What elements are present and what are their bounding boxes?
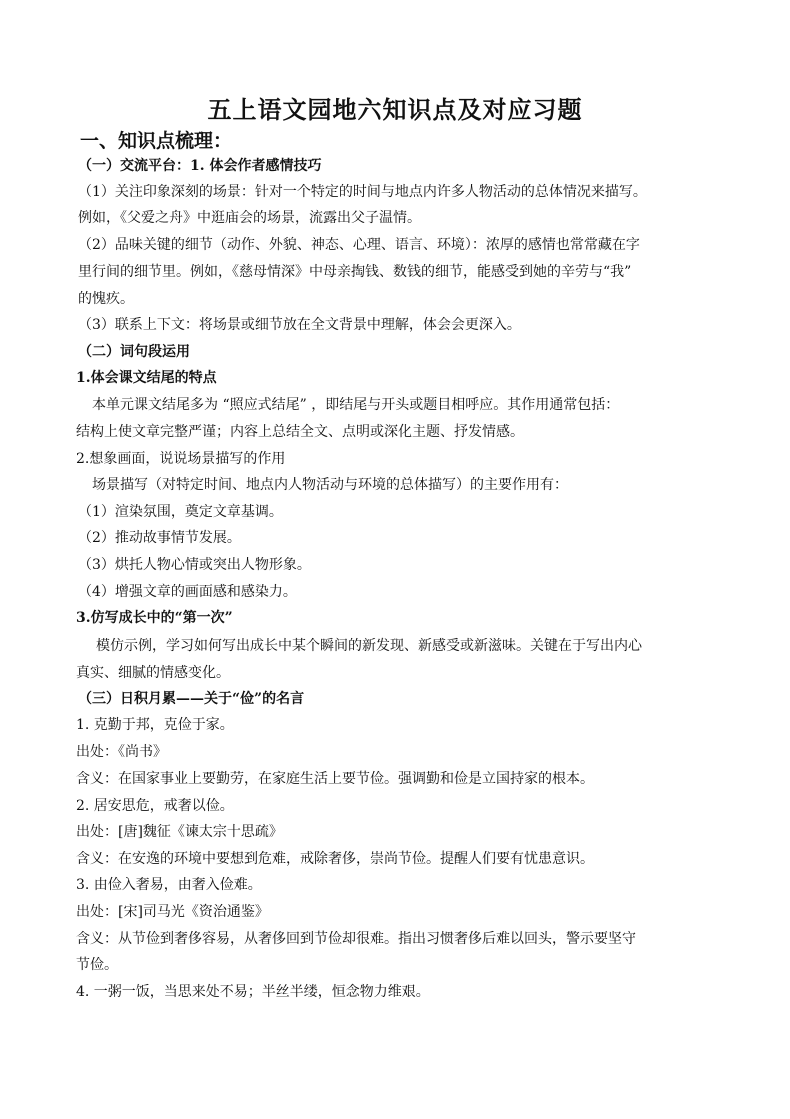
paragraph-line: （3）联系上下文：将场景或细节放在全文背景中理解，体会会更深入。: [78, 317, 521, 333]
list-item: （1）渲染氛围，奠定文章基调。: [78, 504, 283, 520]
paragraph-line: （1）关注印象深刻的场景：针对一个特定的时间与地点内许多人物活动的总体情况来描写。: [78, 184, 647, 200]
quote-meaning: 含义：从节俭到奢侈容易，从奢侈回到节俭却很难。指出习惯奢侈后难以回头，警示要坚守: [76, 931, 636, 947]
list-item: （4）增强文章的画面感和感染力。: [78, 584, 297, 600]
quote-meaning: 节俭。: [76, 957, 118, 973]
quote-source: 出处：《尚书》: [76, 744, 167, 760]
document-title: 五上语文园地六知识点及对应习题: [207, 95, 583, 124]
paragraph-line: 本单元课文结尾多为 “照应式结尾” ，即结尾与开头或题目相呼应。其作用通常包括：: [92, 397, 620, 413]
quote: 4. 一粥一饭，当思来处不易；半丝半缕，恒念物力维艰。: [76, 984, 430, 1000]
subheading-daily-accumulation: （三）日积月累——关于“俭”的名言: [78, 691, 305, 707]
subheading-exchange-platform: （一）交流平台：1. 体会作者感情技巧: [78, 158, 322, 174]
quote-source: 出处：[唐]魏征《谏太宗十思疏》: [76, 824, 283, 840]
subheading-word-usage: （二）词句段运用: [78, 344, 190, 360]
paragraph-line: 的愧疚。: [78, 291, 134, 307]
paragraph-line: 结构上使文章完整严谨；内容上总结全文、点明或深化主题、抒发情感。: [76, 424, 524, 440]
quote: 3. 由俭入奢易，由奢入俭难。: [76, 877, 262, 893]
section-heading-knowledge: 一、知识点梳理：: [80, 130, 233, 152]
quote-meaning: 含义：在国家事业上要勤劳，在家庭生活上要节俭。强调勤和俭是立国持家的根本。: [76, 771, 594, 787]
quote-meaning: 含义：在安逸的环境中要想到危难，戒除奢侈，崇尚节俭。提醒人们要有忧患意识。: [76, 851, 594, 867]
quote: 2. 居安思危，戒奢以俭。: [76, 798, 234, 814]
paragraph-line: 例如，《父爱之舟》中逛庙会的场景，流露出父子温情。: [78, 210, 421, 226]
item-heading: 2.想象画面，说说场景描写的作用: [76, 451, 286, 467]
paragraph-line: 场景描写（对特定时间、地点内人物活动与环境的总体描写）的主要作用有：: [92, 477, 568, 493]
item-heading: 3.仿写成长中的“第一次”: [76, 610, 233, 626]
paragraph-line: 真实、细腻的情感变化。: [76, 665, 230, 681]
quote-source: 出处：[宋]司马光《资治通鉴》: [76, 904, 269, 920]
list-item: （2）推动故事情节发展。: [78, 530, 241, 546]
item-heading: 1.体会课文结尾的特点: [76, 370, 217, 386]
paragraph-line: 里行间的细节里。例如，《慈母情深》中母亲掏钱、数钱的细节，能感受到她的辛劳与“我”: [78, 264, 632, 280]
quote: 1. 克勤于邦，克俭于家。: [76, 717, 234, 733]
paragraph-line: 模仿示例，学习如何写出成长中某个瞬间的新发现、新感受或新滋味。关键在于写出内心: [96, 638, 642, 654]
list-item: （3）烘托人物心情或突出人物形象。: [78, 557, 311, 573]
paragraph-line: （2）品味关键的细节（动作、外貌、神态、心理、语言、环境）：浓厚的感情也常常藏在字: [78, 237, 640, 253]
